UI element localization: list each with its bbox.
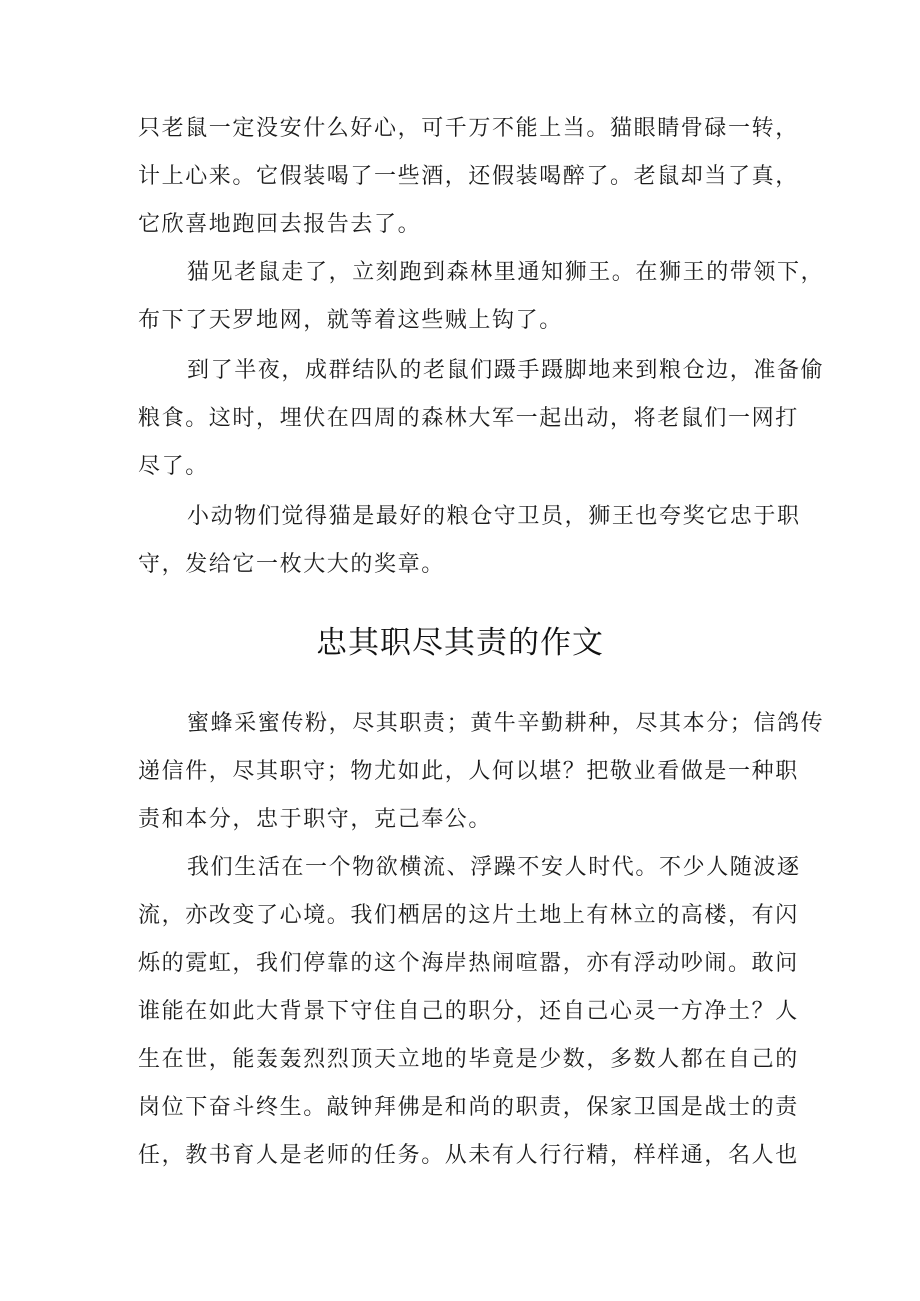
story-line-9: 小动物们觉得猫是最好的粮仓守卫员，狮王也夸奖它忠于职 [187, 504, 801, 529]
essay-line-5: 流，亦改变了心境。我们栖居的这片土地上有林立的高楼，有闪 [138, 903, 799, 928]
essay-line-10: 任，教书育人是老师的任务。从未有人行行精，样样通，名人也 [138, 1143, 799, 1168]
story-line-2: 计上心来。它假装喝了一些酒，还假装喝醉了。老鼠却当了真， [138, 164, 799, 189]
essay-line-1: 蜜蜂采蜜传粉，尽其职责；黄牛辛勤耕种，尽其本分；信鸽传 [187, 711, 825, 736]
essay-line-4: 我们生活在一个物欲横流、浮躁不安人时代。不少人随波逐 [187, 855, 801, 880]
story-line-5: 布下了天罗地网，就等着这些贼上钩了。 [138, 308, 563, 333]
essay-line-6: 烁的霓虹，我们停靠的这个海岸热闹喧嚣，亦有浮动吵闹。敢问 [138, 951, 799, 976]
essay-line-8: 生在世，能轰轰烈烈顶天立地的毕竟是少数，多数人都在自己的 [138, 1047, 799, 1072]
essay-title: 忠其职尽其责的作文 [316, 625, 604, 661]
story-line-10: 守，发给它一枚大大的奖章。 [138, 552, 445, 577]
essay-line-2: 递信件，尽其职守；物尤如此，人何以堪？把敬业看做是一种职 [138, 759, 799, 784]
story-line-6: 到了半夜，成群结队的老鼠们蹑手蹑脚地来到粮仓边，准备偷 [187, 358, 825, 383]
story-line-4: 猫见老鼠走了，立刻跑到森林里通知狮王。在狮王的带领下， [187, 260, 825, 285]
essay-line-9: 岗位下奋斗终生。敲钟拜佛是和尚的职责，保家卫国是战士的责 [138, 1095, 799, 1120]
story-line-1: 只老鼠一定没安什么好心，可千万不能上当。猫眼睛骨碌一转， [138, 116, 799, 141]
story-line-7: 粮食。这时，埋伏在四周的森林大军一起出动，将老鼠们一网打 [138, 406, 799, 431]
story-line-3: 它欣喜地跑回去报告去了。 [138, 212, 422, 237]
essay-line-7: 谁能在如此大背景下守住自己的职分，还自己心灵一方净土？人 [138, 999, 799, 1024]
story-line-8: 尽了。 [138, 454, 209, 479]
essay-line-3: 责和本分，忠于职守，克己奉公。 [138, 807, 493, 832]
